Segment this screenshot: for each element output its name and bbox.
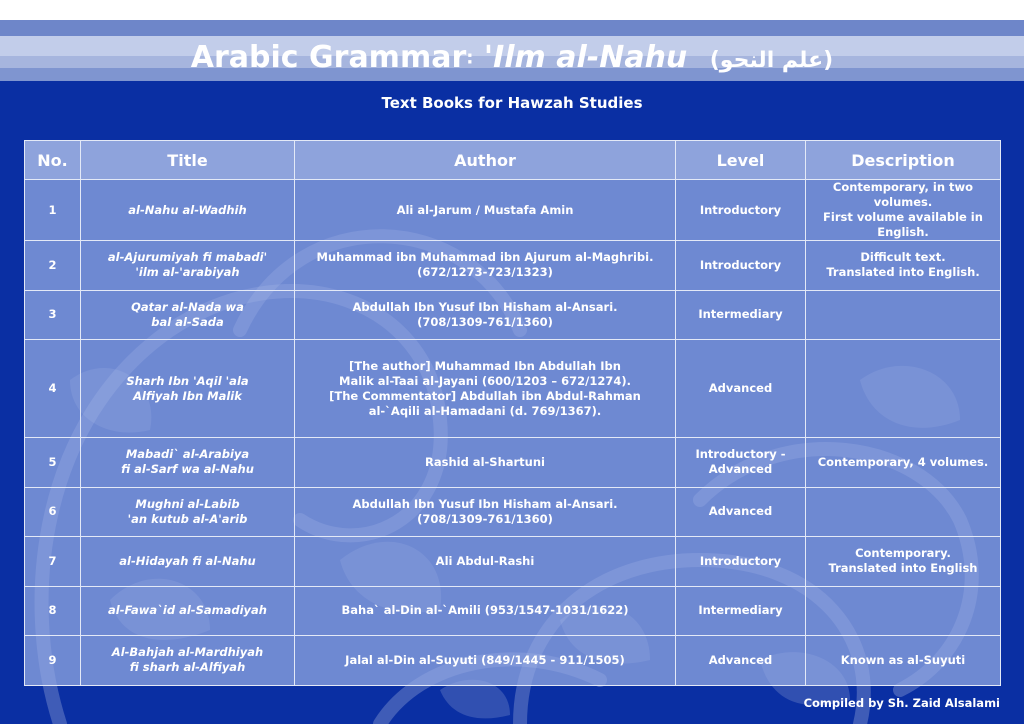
cell-level-line: Intermediary [698, 307, 783, 322]
cell-author-line: Baha` al-Din al-`Amili (953/1547-1031/1622) [341, 603, 629, 618]
table-row [25, 241, 1001, 291]
cell-description [806, 636, 1001, 686]
table-header-row [25, 141, 1001, 180]
cell-author-line: Abdullah Ibn Yusuf Ibn Hisham al-Ansari. [352, 299, 618, 314]
cell-title [81, 290, 295, 340]
cell-description-line: Difficult text. [860, 250, 946, 265]
cell-level [676, 636, 806, 686]
cell-no-line: 8 [48, 603, 57, 618]
cell-level-line: Introductory [699, 202, 782, 217]
title-separator: : [466, 47, 474, 69]
cell-level [676, 537, 806, 587]
cell-description-line: Contemporary, in two volumes. [832, 180, 974, 209]
cell-title [81, 586, 295, 636]
cell-no-line: 7 [48, 553, 57, 568]
cell-level [676, 487, 806, 537]
cell-title [81, 180, 295, 241]
table-row [25, 537, 1001, 587]
cell-title-line: Sharh Ibn 'Aqil 'ala [126, 373, 249, 388]
cell-author-line: Malik al-Taai al-Jayani (600/1203 – 672/1274). [339, 373, 631, 388]
cell-no-line: 9 [48, 652, 57, 667]
cell-no [25, 290, 81, 340]
cell-no-line: 3 [48, 307, 57, 322]
column-header-description: Description [806, 141, 1001, 180]
table-row [25, 487, 1001, 537]
cell-title-line: al-Ajurumiyah fi mabadi' [107, 250, 268, 265]
cell-description [806, 537, 1001, 587]
table-row [25, 586, 1001, 636]
cell-no-line: 5 [48, 454, 57, 469]
table-body [25, 180, 1001, 686]
cell-no-line: 6 [48, 504, 57, 519]
cell-description [806, 438, 1001, 488]
cell-author [295, 438, 676, 488]
cell-author-line: (708/1309-761/1360) [417, 511, 553, 526]
cell-author-line: Rashid al-Shartuni [424, 454, 545, 469]
cell-description-line: Contemporary. [855, 546, 951, 561]
cell-level [676, 586, 806, 636]
cell-no-line: 4 [48, 381, 57, 395]
textbooks-table [24, 140, 1001, 686]
cell-description [806, 180, 1001, 241]
cell-author-line: Jalal al-Din al-Suyuti (849/1445 - 911/1505) [345, 652, 625, 667]
cell-no [25, 438, 81, 488]
cell-level-line: Advanced [708, 652, 773, 667]
table-row [25, 438, 1001, 488]
cell-title-line: 'an kutub al-A'arib [127, 511, 248, 526]
cell-author-line: [The author] Muhammad Ibn Abdullah Ibn [349, 358, 621, 373]
cell-description [806, 241, 1001, 291]
cell-author [295, 241, 676, 291]
cell-title [81, 438, 295, 488]
cell-level-line: Advanced [708, 381, 773, 395]
cell-level-line: Advanced [708, 504, 773, 519]
cell-author-line: Ali al-Jarum / Mustafa Amin [396, 202, 574, 217]
cell-level [676, 290, 806, 340]
cell-no [25, 487, 81, 537]
cell-title-line: Mabadi` al-Arabiya [125, 447, 250, 462]
cell-no-line: 1 [48, 202, 57, 217]
cell-no-line: 2 [48, 257, 57, 272]
cell-title-line: Al-Bahjah al-Mardhiyah [111, 645, 264, 660]
cell-author-line: Abdullah Ibn Yusuf Ibn Hisham al-Ansari. [352, 496, 618, 511]
cell-description-line: Contemporary, 4 volumes. [817, 454, 989, 469]
column-header-author: Author [295, 141, 676, 180]
cell-no [25, 636, 81, 686]
title-arabic: (علم النحو) [709, 48, 834, 73]
cell-level-line: Advanced [708, 462, 773, 477]
table-row [25, 340, 1001, 438]
cell-author [295, 340, 676, 438]
cell-description-line: First volume available in English. [823, 210, 983, 239]
cell-description-line: Translated into English [828, 561, 978, 576]
page-subtitle: Text Books for Hawzah Studies [381, 94, 643, 112]
cell-no [25, 340, 81, 438]
cell-no [25, 180, 81, 241]
page-title [0, 38, 1024, 78]
cell-title-line: Alfiyah Ibn Malik [133, 388, 242, 403]
cell-author-line: (708/1309-761/1360) [417, 314, 553, 329]
cell-title-line: al-Fawa`id al-Samadiyah [108, 603, 267, 618]
cell-author [295, 636, 676, 686]
cell-no [25, 537, 81, 587]
cell-author-line: Ali Abdul-Rashi [435, 553, 535, 568]
cell-author [295, 290, 676, 340]
column-header-title: Title [81, 141, 295, 180]
table-row [25, 636, 1001, 686]
cell-level-line: Introductory - [695, 447, 786, 462]
cell-description-line: Known as al-Suyuti [840, 652, 966, 667]
cell-level-line: Introductory [699, 553, 782, 568]
cell-author [295, 487, 676, 537]
cell-author [295, 537, 676, 587]
compiler-credit: Compiled by Sh. Zaid Alsalami [803, 696, 1000, 710]
cell-description [806, 290, 1001, 340]
cell-description [806, 586, 1001, 636]
cell-description [806, 487, 1001, 537]
cell-title-line: fi al-Sarf wa al-Nahu [121, 462, 254, 477]
cell-title-line: Qatar al-Nada wa [131, 299, 244, 314]
cell-level-line: Introductory [699, 257, 782, 272]
cell-title-line: al-Hidayah fi al-Nahu [119, 553, 256, 568]
cell-author-line: (672/1273-723/1323) [417, 265, 553, 280]
cell-title-line: fi sharh al-Alfiyah [129, 660, 246, 675]
table-row [25, 290, 1001, 340]
cell-no [25, 241, 81, 291]
cell-author-line: Muhammad ibn Muhammad ibn Ajurum al-Maghribi. [316, 250, 654, 265]
cell-level [676, 340, 806, 438]
cell-author [295, 180, 676, 241]
table-row [25, 180, 1001, 241]
cell-level [676, 241, 806, 291]
cell-no [25, 586, 81, 636]
cell-title [81, 340, 295, 438]
cell-title [81, 487, 295, 537]
cell-title [81, 537, 295, 587]
title-english: Arabic Grammar [190, 40, 467, 75]
cell-title [81, 636, 295, 686]
column-header-no: No. [25, 141, 81, 180]
cell-description [806, 340, 1001, 438]
cell-author-line: al-`Aqili al-Hamadani (d. 769/1367). [368, 403, 602, 418]
cell-description-line: Translated into English. [826, 265, 980, 280]
column-header-level: Level [676, 141, 806, 180]
title-transliteration: 'Ilm al-Nahu [483, 40, 688, 75]
cell-title-line: al-Nahu al-Wadhih [128, 202, 247, 217]
cell-level [676, 180, 806, 241]
cell-author [295, 586, 676, 636]
cell-level [676, 438, 806, 488]
cell-level-line: Intermediary [698, 603, 783, 618]
cell-title [81, 241, 295, 291]
cell-author-line: [The Commentator] Abdullah ibn Abdul-Rahman [329, 388, 641, 403]
cell-title-line: bal al-Sada [151, 314, 224, 329]
cell-title-line: 'ilm al-'arabiyah [135, 265, 240, 280]
cell-title-line: Mughni al-Labib [135, 496, 240, 511]
